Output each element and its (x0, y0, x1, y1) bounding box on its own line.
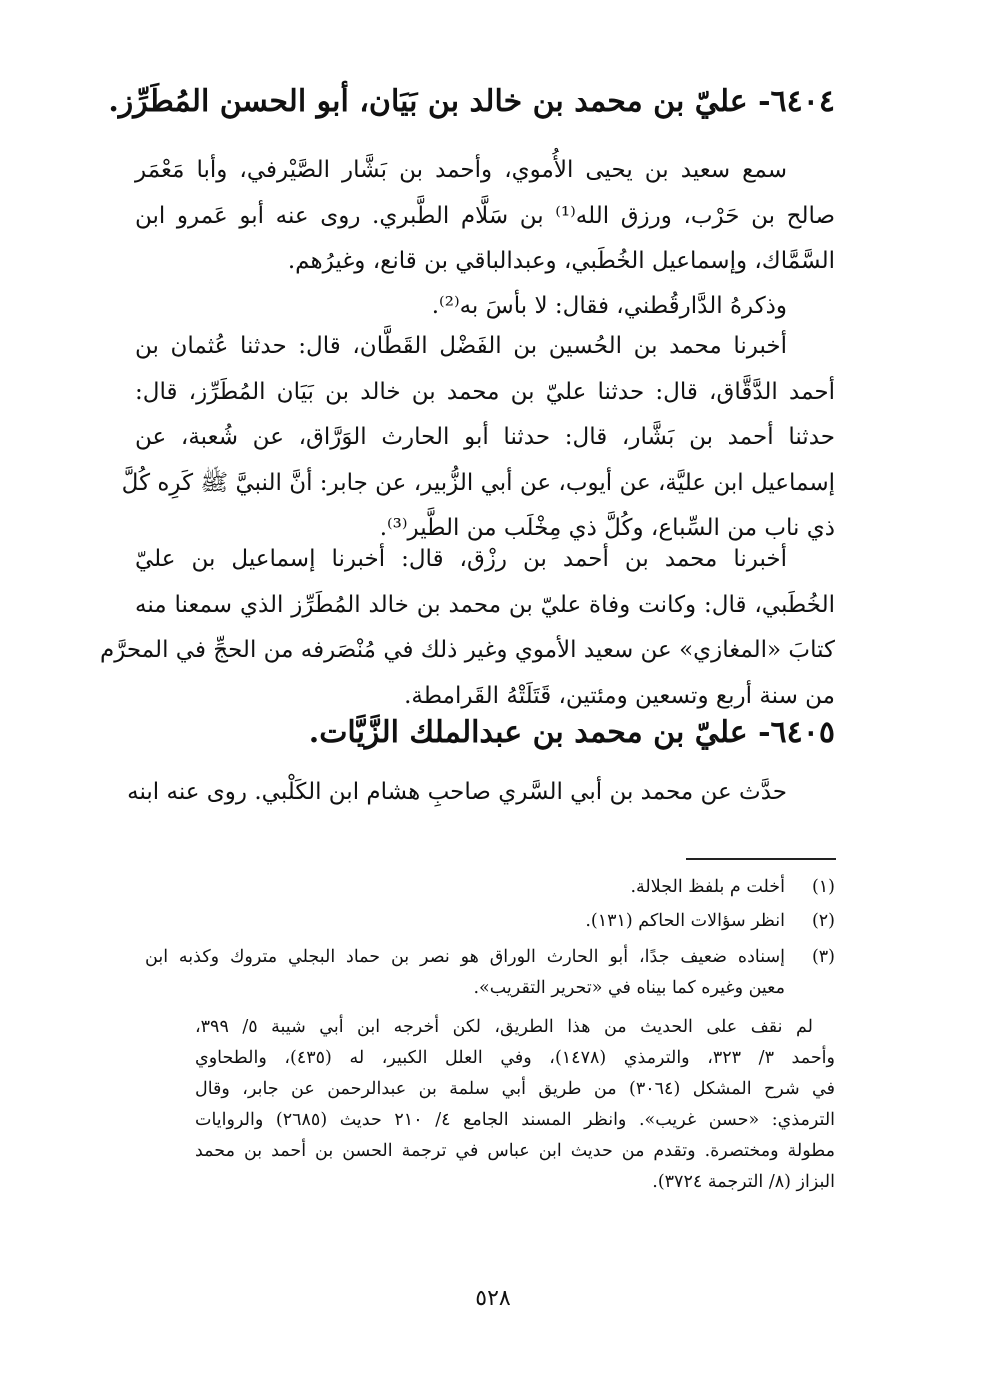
text-line: إسماعيل ابن عليَّة، عن أيوب، عن أبي الزُّبير، عن جابر: أنَّ النبيَّ ﷺ كَرِه كُلَّ (121, 469, 835, 496)
text-line: حدَّث عن محمد بن أبي السَّري صاحبِ هشام ابن الكَلْبي. روى عنه ابنه (127, 779, 787, 805)
footnote-number: (٣) (811, 947, 835, 967)
footnote-text: انظر سؤالات الحاكم (١٣١). (585, 911, 785, 931)
footnote-divider (686, 858, 836, 860)
text-line: ذي ناب من السِّباع، وكُلَّ ذي مِخْلَب من الطَّير⁽³⁾. (379, 515, 835, 541)
text-line: سمع سعيد بن يحيى الأُموي، وأحمد بن بَشَّار الصَّيْرفي، وأبا مَعْمَر (135, 157, 787, 183)
text-line: أخبرنا محمد بن الحُسين بن الفَضْل القَطَّان، قال: حدثنا عُثمان بن (135, 333, 787, 359)
entry-6404-hadith-chain (121, 324, 835, 552)
footnote-text: لم نقف على الحديث من هذا الطريق، لكن أخرجه ابن أبي شيبة ٥/ ٣٩٩، (195, 1017, 813, 1037)
footnote-3-continuation (195, 1012, 835, 1198)
text-line: السَّمَّاك، وإسماعيل الخُطَبي، وعبدالباقي بن قانع، وغيرُهم. (287, 248, 835, 274)
text-line: الخُطَبي، قال: وكانت وفاة عليّ بن محمد بن خالد المُطَرِّز الذي سمعنا منه (135, 591, 835, 618)
footnote-text: أخلت م بلفظ الجلالة. (630, 877, 785, 897)
entry-6404-death-report (99, 537, 835, 719)
page-number: ٥٢٨ (475, 1286, 511, 1311)
footnote-2 (145, 906, 835, 937)
footnote-number: (١) (811, 877, 835, 897)
text-line: صالح بن حَرْب، ورزق الله⁽¹⁾ بن سَلَّام الطَّبري. روى عنه أبو عَمرو ابن (135, 202, 835, 229)
text-line: أحمد الدَّقَّاق، قال: حدثنا عليّ بن محمد بن خالد بن بَيَان المُطَرِّز، قال: (135, 378, 835, 405)
text-line: وذكرهُ الدَّارقُطني، فقال: لا بأسَ به⁽²⁾. (431, 293, 787, 319)
footnote-text: إسناده ضعيف جدًا، أبو الحارث الوراق هو نصر بن حماد البجلي متروك وكذبه ابن (145, 947, 785, 967)
footnote-text: البزاز (٨/ الترجمة ٣٧٢٤). (652, 1172, 835, 1192)
text-line: كتابَ «المغازي» عن سعيد الأموي وغير ذلك في مُنْصَرفه من الحجِّ في المحرَّم (99, 637, 835, 663)
footnote-text: معين وغيره كما بيناه في «تحرير التقريب». (473, 978, 785, 998)
text-line: حدثنا أحمد بن بَشَّار، قال: حدثنا أبو الحارث الوَرَّاق، عن شُعبة، عن (135, 424, 835, 450)
footnote-text: مطولة ومختصرة. وتقدم من حديث ابن عباس في ترجمة الحسن بن أحمد بن محمد (195, 1141, 835, 1161)
entry-6405-biography (127, 770, 835, 816)
entry-6404-biography (135, 148, 835, 285)
entry-heading-6404: ٦٤٠٤- عليّ بن محمد بن خالد بن بَيَان، أبو الحسن المُطَرِّز. (108, 84, 835, 119)
entry-6404-daraqutni-note (135, 284, 835, 330)
entry-heading-6405: ٦٤٠٥- عليّ بن محمد بن عبدالملك الزَّيَّات. (308, 715, 835, 750)
footnote-text: وأحمد ٣/ ٣٢٣، والترمذي (١٤٧٨)، وفي العلل الكبير، له (٤٣٥)، والطحاوي (195, 1048, 835, 1068)
text-line: أخبرنا محمد بن أحمد بن رزْق، قال: أخبرنا إسماعيل بن عليّ (135, 546, 787, 572)
footnote-3 (145, 942, 835, 1004)
footnote-1 (145, 872, 835, 903)
footnote-text: في شرح المشكل (٣٠٦٤) من طريق أبي سلمة بن عبدالرحمن عن جابر، وقال (195, 1079, 835, 1099)
footnote-number: (٢) (811, 911, 835, 931)
footnote-text: الترمذي: «حسن غريب». وانظر المسند الجامع ٤/ ٢١٠ حديث (٢٦٨٥) والروايات (195, 1110, 836, 1130)
text-line: من سنة أربع وتسعين ومئتين، قَتَلَتْهُ القَرامطة. (404, 682, 835, 709)
